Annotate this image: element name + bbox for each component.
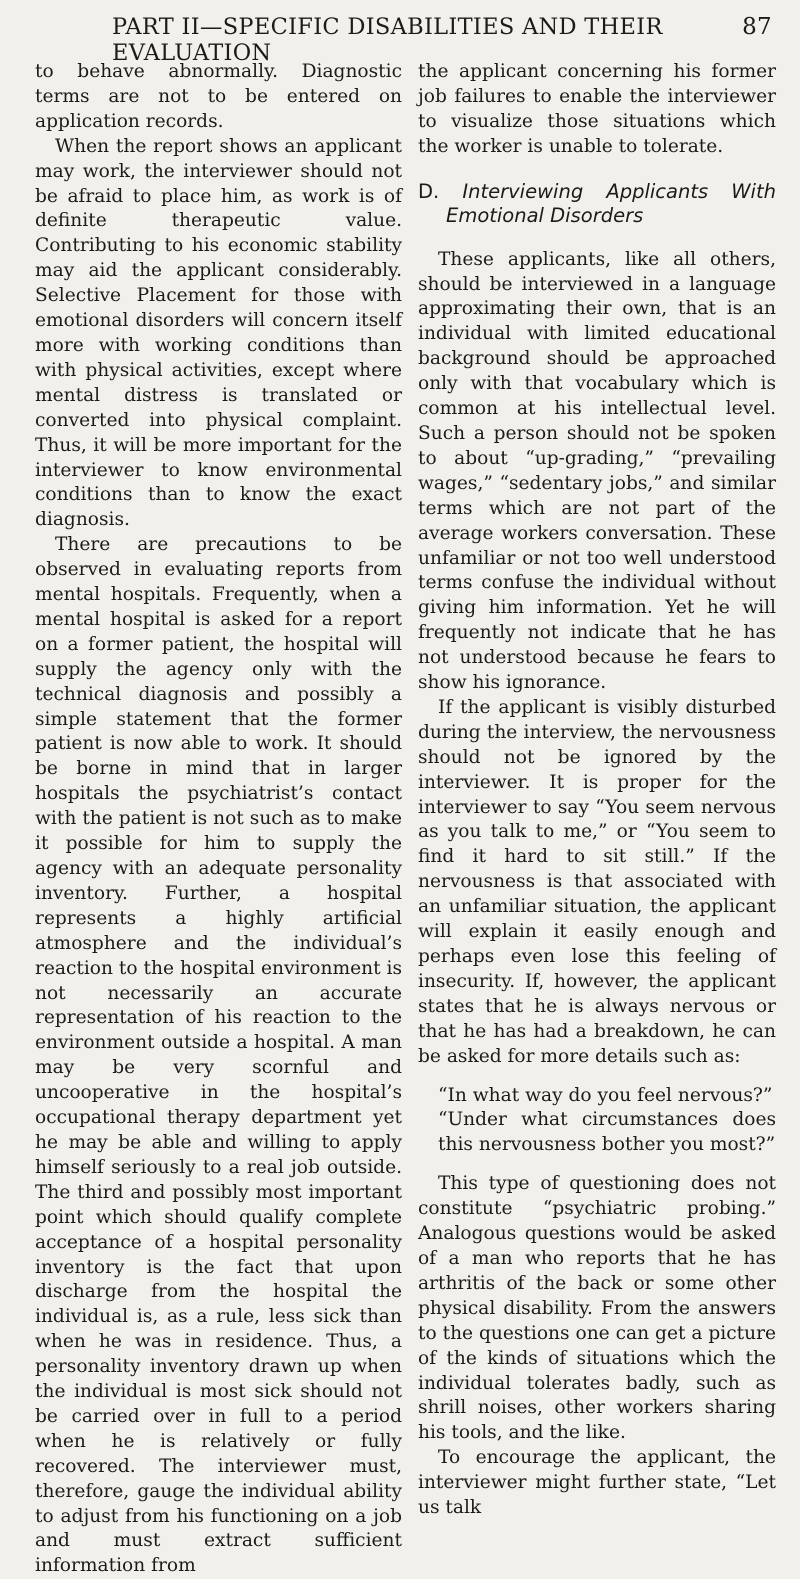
section-heading-letter: D. <box>418 179 440 203</box>
paragraph: This type of questioning does not constitute “psychiatric probing.” Analogous questions would be asked of a man who reports that he has arthritis of the back or some other physical disability. From the answers to the questions one can get a picture of the kinds of situations which the individual tolerates badly, such as shrill noises, other workers sharing his tools, and the like. <box>418 1173 776 1444</box>
paragraph: to behave abnormally. Diagnostic terms are not to be entered on application records. <box>35 61 402 132</box>
paragraph: These applicants, like all others, should be interviewed in a language approximating their own, that is an individual with limited educational background should be approached only with that vocabulary which is common at his intellectual level. Such a person should not be spoken to about “up-grading,” “prevailing wages,” “sedentary jobs,” and similar terms which are not part of the average workers conversation. These unfamiliar or not too well understood terms confuse the individual without giving him information. Yet he will frequently not indicate that he has not understood because he fears to show his ignorance. <box>418 248 776 694</box>
running-title: PART II—SPECIFIC DISABILITIES AND THEIR EVALUATION <box>112 14 663 66</box>
page-number: 87 <box>742 14 772 40</box>
paragraph: If the applicant is visibly disturbed during the interview, the nervousness should not be ignored by the interviewer. It is proper for the interviewer to say “You seem nervous as you talk to me,” or “You seem to find it hard to sit still.” If the nervousness is that associated with an unfamiliar situation, the applicant will explain it easily enough and perhaps even lose this feeling of insecurity. If, however, the applicant states that he is always nervous or that he has had a breakdown, he can be asked for more details such as: <box>418 696 776 1067</box>
quoted-question: “Under what circumstances does this nervousness bother you most?” <box>438 1109 776 1156</box>
paragraph: To encourage the applicant, the interviewer might further state, “Let us talk <box>418 1447 776 1519</box>
section-heading-word: Interviewing <box>462 179 584 203</box>
section-heading-word: With <box>731 179 776 203</box>
right-column <box>418 60 776 1521</box>
section-heading <box>418 180 776 228</box>
running-head <box>112 14 772 66</box>
left-column <box>35 60 402 1579</box>
paragraph: the applicant concerning his former job failures to enable the interviewer to visualize those situations which the worker is unable to tolerate. <box>418 61 776 157</box>
quoted-question: “In what way do you feel nervous?” <box>438 1084 773 1106</box>
paragraph: There are precautions to be observed in evaluating reports from mental hospitals. Frequently, when a mental hospital is asked for a report on a former patient, the hospital will supply the agency only with the technical diagnosis and possibly a simple statement that the former patient is now able to work. It should be borne in mind that in larger hospitals the psychiatrist’s contact with the patient is not such as to make it possible for him to supply the agency with an adequate personality inventory. Further, a hospital represents a highly artificial atmosphere and the individual’s reaction to the hospital environment is not necessarily an accurate representation of his reaction to the environment outside a hospital. A man may be very scornful and uncooperative in the hospital’s occupational therapy department yet he may be able and willing to apply himself seriously to a real job outside. The third and possibly most important point which should qualify complete acceptance of a hospital personality inventory is the fact that upon discharge from the hospital the individual is, as a rule, less sick than when he was in residence. Thus, a personality inventory drawn up when the individual is most sick should not be carried over in full to a period when he is relatively or fully recovered. The interviewer must, therefore, gauge the individual ability to adjust from his functioning on a job and must extract sufficient information from <box>35 534 402 1577</box>
section-heading-line-2: Emotional Disorders <box>446 203 644 227</box>
paragraph: When the report shows an applicant may work, the interviewer should not be afraid to place him, as work is of definite therapeutic value. Contributing to his economic stability may aid the applicant considerably. Selective Placement for those with emotional disorders will concern itself more with working conditions than with physical activities, except where mental distress is translated or converted into physical complaint. Thus, it will be more important for the interviewer to know environmental conditions than to know the exact diagnosis. <box>35 135 402 531</box>
section-heading-line-1 <box>418 180 776 204</box>
section-heading-word: Applicants <box>606 179 709 203</box>
